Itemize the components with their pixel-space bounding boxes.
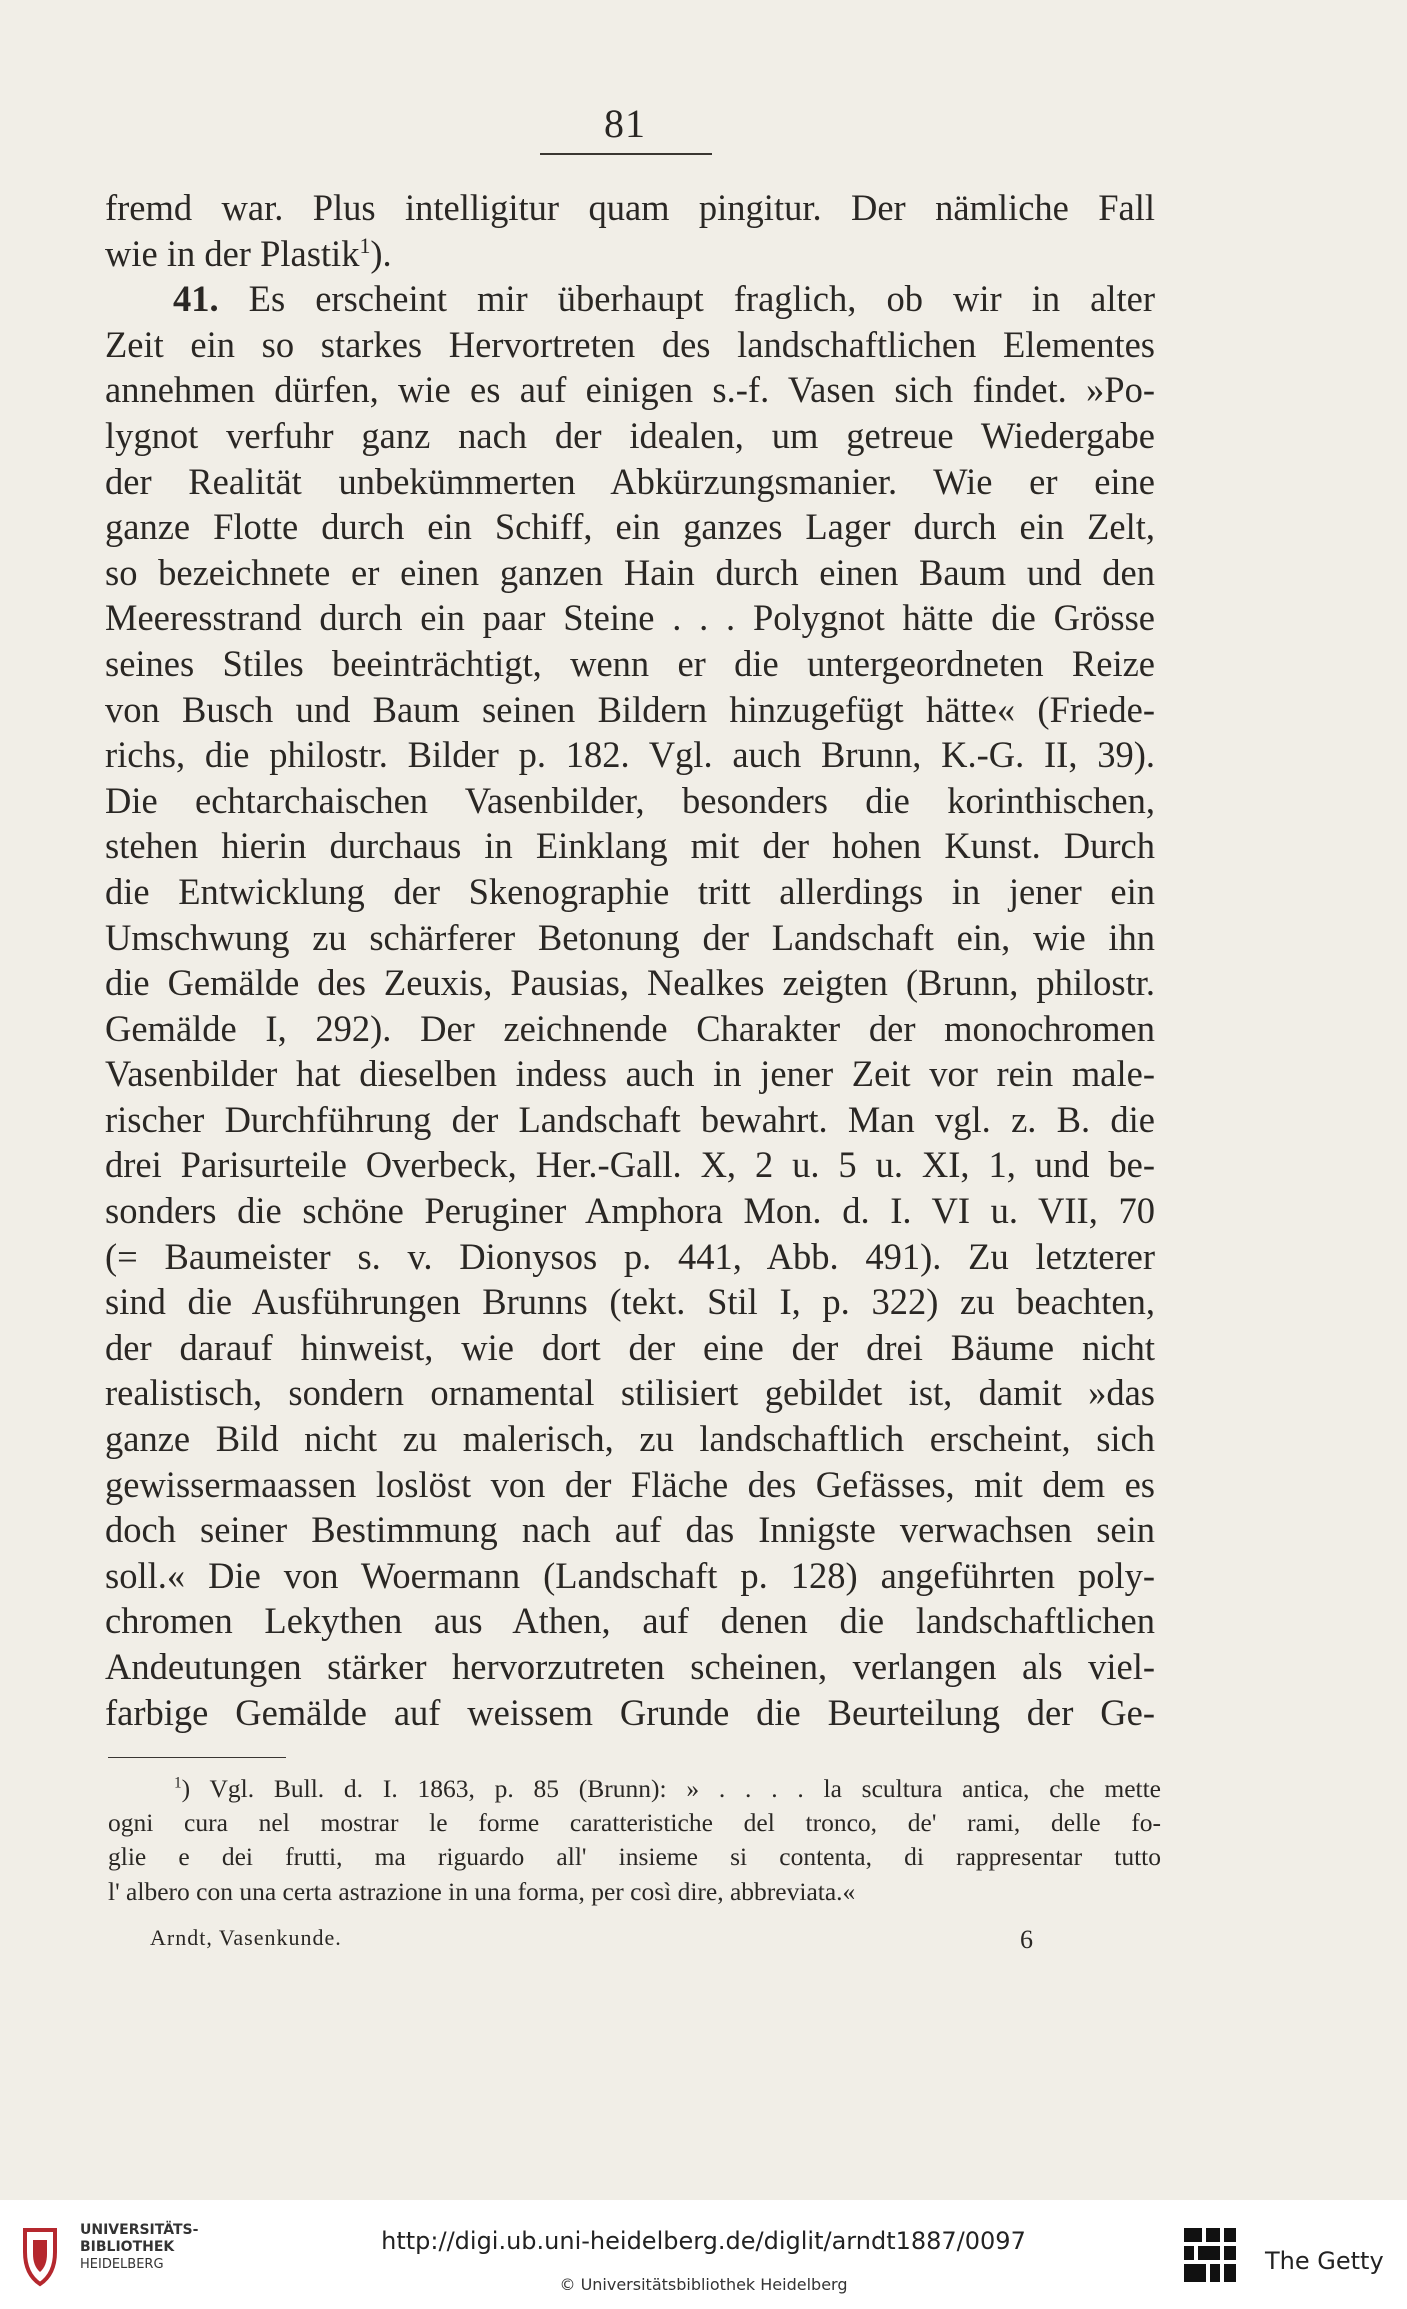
line-text: seines Stiles beeinträchtigt, wenn er die untergeordneten Reize — [105, 642, 1155, 684]
getty-name: The Getty — [1265, 2247, 1384, 2275]
text-line — [105, 1690, 1155, 1736]
library-footer-banner — [0, 2200, 1407, 2309]
line-text: realistisch, sondern ornamental stilisiert gebildet ist, damit »das — [105, 1372, 1155, 1414]
line-text: ganze Flotte durch ein Schiff, ein ganzes Lager durch ein Zelt, — [105, 506, 1155, 548]
line-text: die Gemälde des Zeuxis, Pausias, Nealkes zeigten (Brunn, philostr. — [105, 962, 1155, 1004]
line-text: die Entwicklung der Skenographie tritt allerdings in jener ein — [105, 870, 1155, 912]
text-line — [105, 1006, 1155, 1052]
text-line — [105, 322, 1155, 368]
line-text: doch seiner Bestimmung nach auf das Innigste verwachsen sein — [105, 1509, 1155, 1551]
text-line — [105, 732, 1155, 778]
text-line — [105, 459, 1155, 505]
line-text: Gemälde I, 292). Der zeichnende Charakter der monochromen — [105, 1007, 1155, 1049]
text-line — [105, 276, 1155, 322]
footnote-line — [108, 1772, 1161, 1806]
text-line — [105, 915, 1155, 961]
line-text: soll.« Die von Woermann (Landschaft p. 128) angeführten poly- — [105, 1554, 1155, 1596]
line-text: Vasenbilder hat dieselben indess auch in jener Zeit vor rein male- — [105, 1053, 1155, 1095]
line-text: Die echtarchaischen Vasenbilder, besonders die korinthischen, — [105, 779, 1155, 821]
text-line — [105, 960, 1155, 1006]
text-line — [105, 641, 1155, 687]
text-line — [105, 1097, 1155, 1143]
text-line — [105, 1553, 1155, 1599]
text-line — [105, 778, 1155, 824]
text-line — [105, 1507, 1155, 1553]
footnote-line — [108, 1840, 1161, 1874]
line-text: der Realität unbekümmerten Abkürzungsmanier. Wie er eine — [105, 460, 1155, 502]
text-line — [105, 1051, 1155, 1097]
line-text: richs, die philostr. Bilder p. 182. Vgl. auch Brunn, K.-G. II, 39). — [105, 734, 1155, 776]
line-text: gewissermaassen loslöst von der Fläche des Gefässes, mit dem es — [105, 1463, 1155, 1505]
footnote-separator — [108, 1757, 286, 1758]
text-line — [105, 1462, 1155, 1508]
line-text: sind die Ausführungen Brunns (tekt. Stil I, p. 322) zu beachten, — [105, 1281, 1155, 1323]
footnote-number: 1 — [174, 1774, 182, 1792]
line-text: chromen Lekythen aus Athen, auf denen die landschaftlichen — [105, 1600, 1155, 1642]
line-text: wie in der Plastik — [105, 232, 360, 274]
text-line — [105, 823, 1155, 869]
text-line — [105, 504, 1155, 550]
text-line — [105, 1416, 1155, 1462]
text-line — [105, 1325, 1155, 1371]
section-number: 41. — [173, 278, 219, 320]
line-text: fremd war. Plus intelligitur quam pingitur. Der nämliche Fall — [105, 187, 1155, 228]
line-text: Es erscheint mir überhaupt fraglich, ob wir in alter — [218, 278, 1155, 320]
text-line — [105, 1142, 1155, 1188]
line-text: rischer Durchführung der Landschaft bewahrt. Man vgl. z. B. die — [105, 1098, 1155, 1140]
text-line — [105, 1598, 1155, 1644]
uni-name-line2: BIBLIOTHEK — [80, 2239, 175, 2255]
text-line — [105, 1279, 1155, 1325]
text-line — [105, 185, 1155, 231]
permalink-link[interactable]: http://digi.ub.uni-heidelberg.de/diglit/arndt1887/0097 — [381, 2227, 1026, 2255]
text-line — [105, 869, 1155, 915]
footnote-text: ogni cura nel mostrar le forme caratteristiche del tronco, de' rami, delle fo- — [108, 1808, 1161, 1838]
line-text: Meeresstrand durch ein paar Steine . . . Polygnot hätte die Grösse — [105, 597, 1155, 639]
line-text: lygnot verfuhr ganz nach der idealen, um getreue Wiedergabe — [105, 414, 1155, 456]
sheet-signature-number: 6 — [1020, 1925, 1033, 1954]
line-text: sonders die schöne Peruginer Amphora Mon. d. I. VI u. VII, 70 — [105, 1190, 1155, 1232]
footnotes — [108, 1772, 1161, 1909]
footnote-text: ) Vgl. Bull. d. I. 1863, p. 85 (Brunn): » . . . . la scultura antica, che mette — [181, 1774, 1161, 1803]
text-line — [105, 413, 1155, 459]
line-text: annehmen dürfen, wie es auf einigen s.-f. Vasen sich findet. »Po- — [105, 369, 1155, 411]
text-line — [105, 231, 1155, 277]
text-line — [105, 550, 1155, 596]
line-text: der darauf hinweist, wie dort der eine der drei Bäume nicht — [105, 1326, 1155, 1368]
line-text: farbige Gemälde auf weissem Grunde die Beurteilung der Ge- — [105, 1691, 1155, 1733]
line-text: von Busch und Baum seinen Bildern hinzugefügt hätte« (Friede- — [105, 688, 1155, 730]
uni-name-line1: UNIVERSITÄTS- — [80, 2222, 199, 2238]
line-text: Zeit ein so starkes Hervortreten des landschaftlichen Elementes — [105, 323, 1155, 365]
footnote-text: glie e dei frutti, ma riguardo all' insieme si contenta, di rappresentar tutto — [108, 1842, 1161, 1872]
text-line — [105, 1644, 1155, 1690]
line-text: so bezeichnete er einen ganzen Hain durch einen Baum und den — [105, 551, 1155, 593]
line-text: ganze Bild nicht zu malerisch, zu landschaftlich erscheint, sich — [105, 1418, 1155, 1460]
text-line — [105, 1234, 1155, 1280]
copyright-notice: © Universitätsbibliothek Heidelberg — [559, 2275, 848, 2294]
page-number: 81 — [604, 101, 646, 146]
text-line — [105, 1188, 1155, 1234]
footnote-line — [108, 1875, 1161, 1909]
page-number-rule — [540, 153, 712, 155]
uni-name-line3: HEIDELBERG — [80, 2257, 164, 2272]
line-text: Umschwung zu schärferer Betonung der Landschaft ein, wie ihn — [105, 916, 1155, 958]
text-line — [105, 367, 1155, 413]
line-text: Andeutungen stärker hervorzutreten scheinen, verlangen als viel- — [105, 1646, 1155, 1687]
footnote-marker: 1 — [359, 232, 371, 258]
text-line — [105, 687, 1155, 733]
getty-logo-icon — [1180, 2222, 1240, 2288]
text-line — [105, 595, 1155, 641]
line-text: (= Baumeister s. v. Dionysos p. 441, Abb. 491). Zu letzterer — [105, 1235, 1155, 1277]
line-text-tail: ). — [370, 232, 392, 274]
signature-mark: Arndt, Vasenkunde. — [150, 1925, 342, 1950]
body-text — [105, 185, 1155, 1735]
line-text: stehen hierin durchaus in Einklang mit der hohen Kunst. Durch — [105, 825, 1155, 867]
text-line — [105, 1370, 1155, 1416]
line-text: drei Parisurteile Overbeck, Her.-Gall. X, 2 u. 5 u. XI, 1, und be- — [105, 1144, 1155, 1186]
footnote-text: l' albero con una certa astrazione in una forma, per così dire, abbreviata.« — [108, 1876, 856, 1906]
footnote-line — [108, 1806, 1161, 1840]
